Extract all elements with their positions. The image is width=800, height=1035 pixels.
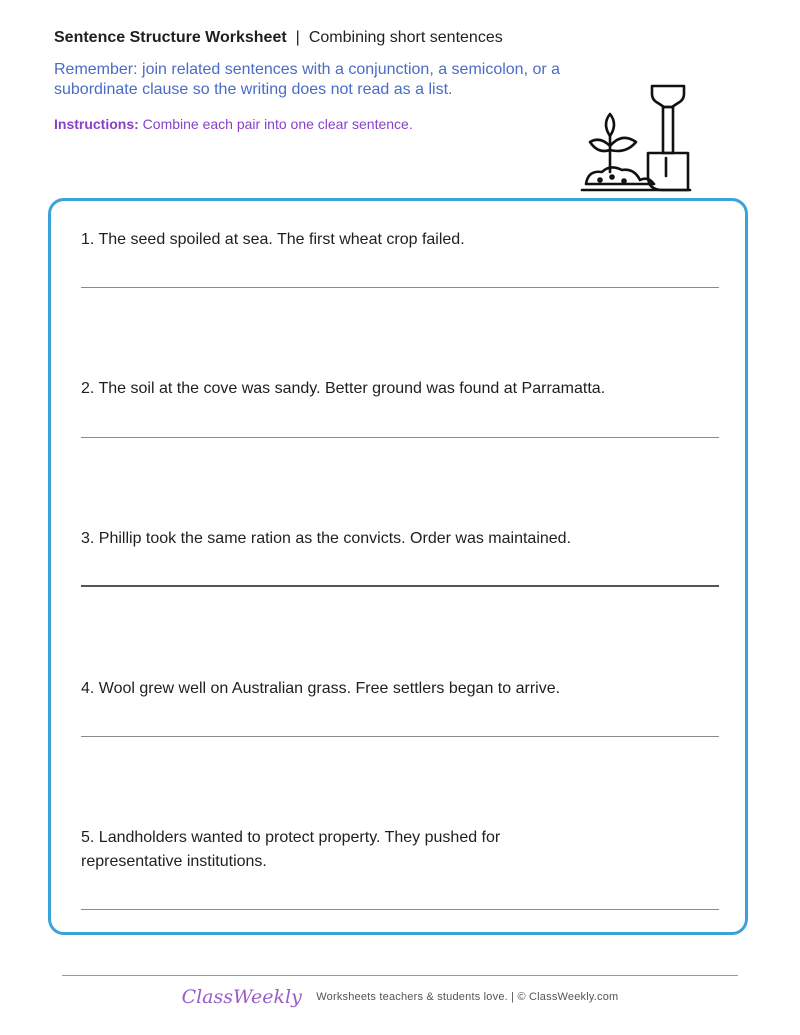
answer-line-4[interactable]	[81, 736, 719, 737]
header-separator: |	[295, 29, 300, 46]
worksheet-title: Sentence Structure Worksheet	[54, 29, 287, 46]
answer-line-5[interactable]	[81, 909, 719, 910]
seedling-and-shovel-icon	[578, 84, 694, 194]
worksheet-header	[54, 28, 503, 48]
question-3: 3. Phillip took the same ration as the convicts. Order was maintained.	[81, 530, 572, 547]
worksheet-subtitle: Combining short sentences	[308, 29, 503, 46]
answer-line-3[interactable]	[81, 585, 719, 587]
answer-line-1[interactable]	[81, 287, 719, 288]
instructions-label: Instructions:	[54, 116, 139, 132]
answer-line-2[interactable]	[81, 437, 719, 438]
reminder-text: Remember: join related sentences with a conjunction, a semicolon, or a subordinate clause so the writing does not read as a list.	[54, 61, 561, 98]
footer	[0, 986, 800, 1008]
footer-tagline: Worksheets teachers & students love. | © ClassWeekly.com	[316, 991, 619, 1003]
instructions	[54, 115, 413, 133]
instructions-text: Combine each pair into one clear sentence.	[142, 116, 413, 132]
questions-card	[48, 198, 748, 935]
footer-divider	[62, 975, 738, 976]
question-5: 5. Landholders wanted to protect property. They pushed for representative institutions.	[81, 829, 501, 870]
question-1: 1. The seed spoiled at sea. The first wheat crop failed.	[81, 231, 465, 248]
brand-logo: ClassWeekly	[181, 986, 302, 1008]
question-2: 2. The soil at the cove was sandy. Better ground was found at Parramatta.	[81, 380, 606, 397]
question-4: 4. Wool grew well on Australian grass. Free settlers began to arrive.	[81, 680, 561, 697]
